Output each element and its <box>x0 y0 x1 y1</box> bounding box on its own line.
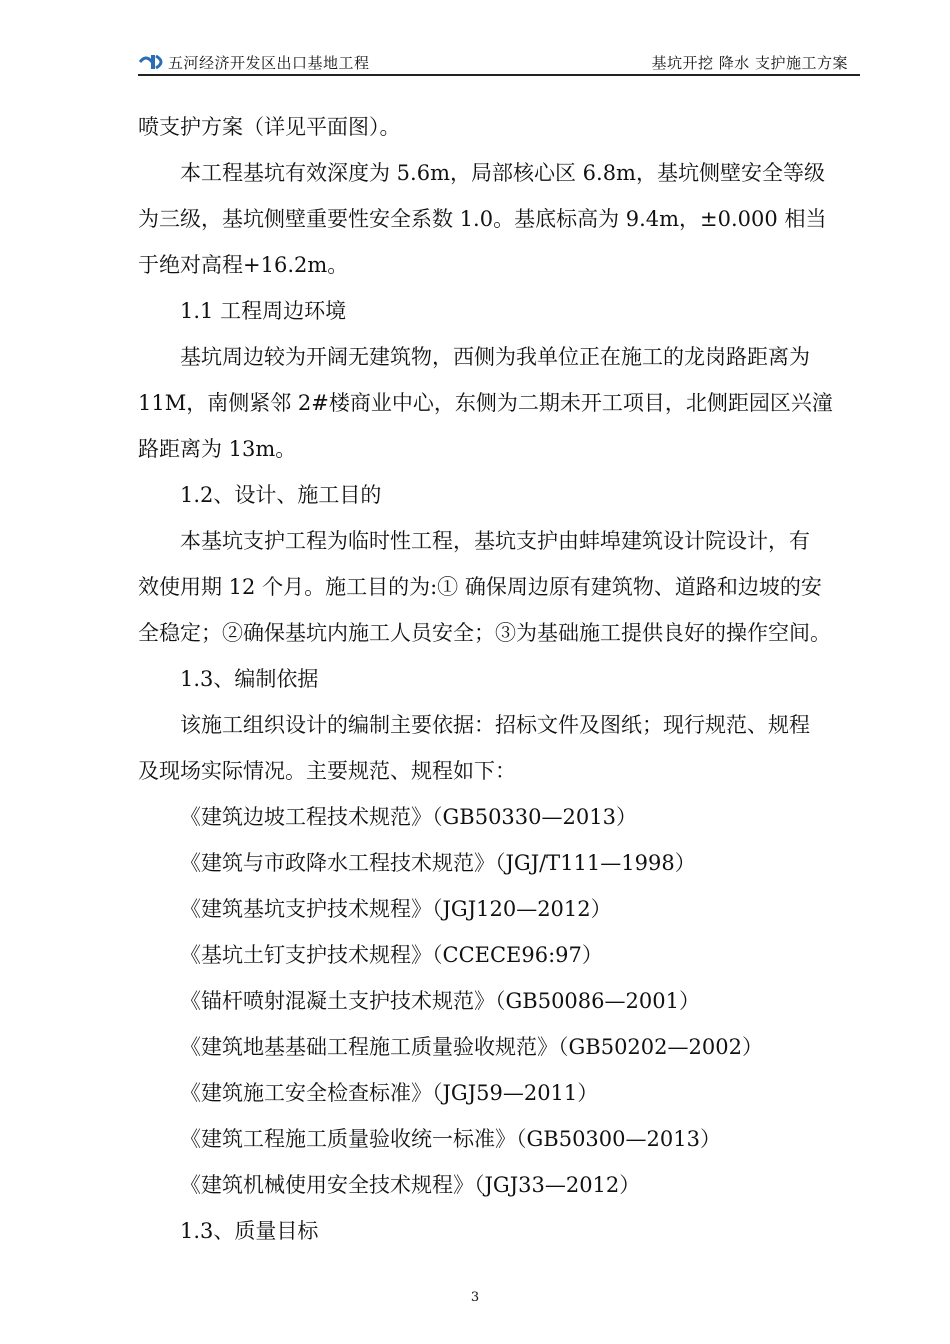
standard-item: 《建筑基坑支护技术规程》（JGJ120—2012） <box>180 897 612 921</box>
text-line: 为三级，基坑侧壁重要性安全系数 1.0。基底标高为 9.4m，±0.000 相当 <box>138 207 827 231</box>
text-line: 于绝对高程+16.2m。 <box>138 253 349 277</box>
text-line: 喷支护方案（详见平面图）。 <box>138 115 401 139</box>
text-line: 效使用期 12 个月。施工目的为:① 确保周边原有建筑物、道路和边坡的安 <box>138 575 822 599</box>
header-divider <box>138 74 860 76</box>
document-body <box>138 104 863 1254</box>
text-line: 及现场实际情况。主要规范、规程如下： <box>138 759 516 783</box>
text-line: 全稳定；②确保基坑内施工人员安全；③为基础施工提供良好的操作空间。 <box>138 621 831 645</box>
paragraph-line: 基坑周边较为开阔无建筑物，西侧为我单位正在施工的龙岗路距离为 <box>180 345 810 369</box>
text-line: 路距离为 13m。 <box>138 437 297 461</box>
header-company-name: 五河经济开发区出口基地工程 <box>168 54 370 72</box>
standard-item: 《锚杆喷射混凝土支护技术规范》（GB50086—2001） <box>180 989 700 1013</box>
standard-item: 《建筑施工安全检查标准》（JGJ59—2011） <box>180 1081 599 1105</box>
header-document-title: 基坑开挖 降水 支护施工方案 <box>651 54 848 72</box>
text-line: 11M，南侧紧邻 2#楼商业中心，东侧为二期未开工项目，北侧距园区兴潼 <box>138 391 833 415</box>
section-heading: 1.3、质量目标 <box>180 1219 319 1243</box>
paragraph-line: 该施工组织设计的编制主要依据：招标文件及图纸；现行规范、规程 <box>180 713 810 737</box>
page-number: 3 <box>470 1290 480 1305</box>
standard-item: 《建筑工程施工质量验收统一标准》（GB50300—2013） <box>180 1127 721 1151</box>
paragraph-line: 本工程基坑有效深度为 5.6m，局部核心区 6.8m，基坑侧壁安全等级 <box>180 161 825 185</box>
company-logo-icon <box>138 52 168 72</box>
standard-item: 《基坑土钉支护技术规程》（CCECE96:97） <box>180 943 603 967</box>
standard-item: 《建筑机械使用安全技术规程》（JGJ33—2012） <box>180 1173 641 1197</box>
standard-item: 《建筑地基基础工程施工质量验收规范》（GB50202—2002） <box>180 1035 763 1059</box>
section-heading: 1.1 工程周边环境 <box>180 299 347 323</box>
paragraph-line: 本基坑支护工程为临时性工程，基坑支护由蚌埠建筑设计院设计，有 <box>180 529 810 553</box>
section-heading: 1.2、设计、施工目的 <box>180 483 382 507</box>
standard-item: 《建筑边坡工程技术规范》（GB50330—2013） <box>180 805 637 829</box>
section-heading: 1.3、编制依据 <box>180 667 319 691</box>
standard-item: 《建筑与市政降水工程技术规范》（JGJ/T111—1998） <box>180 851 696 875</box>
